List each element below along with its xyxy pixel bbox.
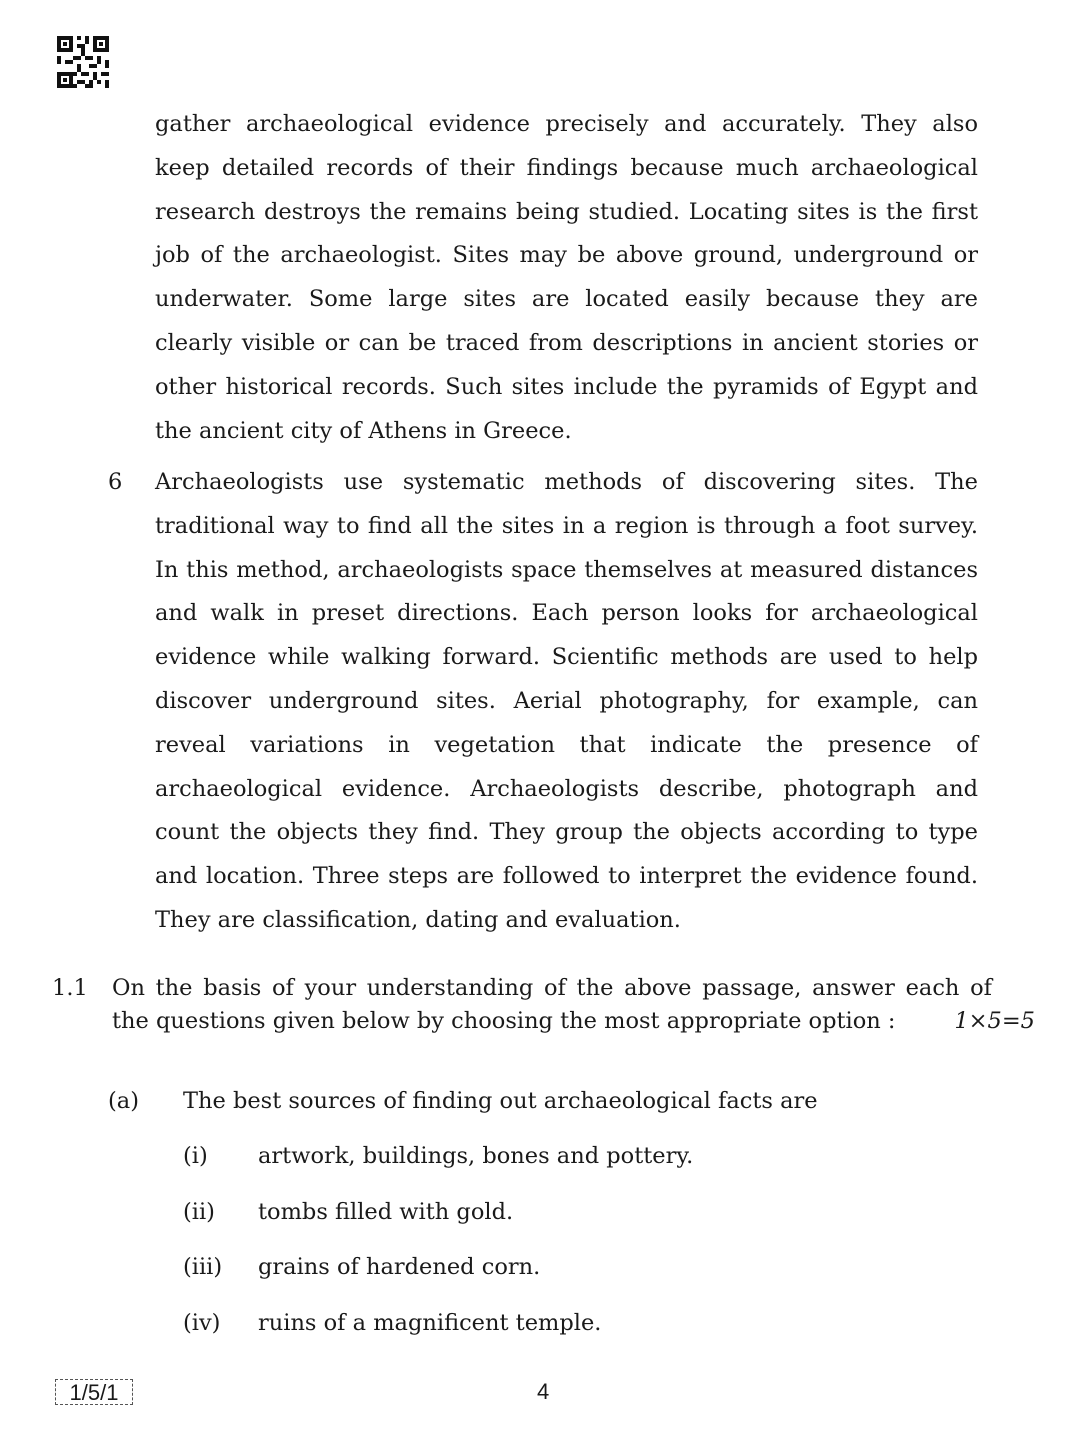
paragraph-number: 6: [108, 469, 123, 495]
sub-question-text: The best sources of finding out archaeological facts are: [183, 1088, 818, 1114]
question-instruction: [112, 972, 992, 1038]
option-text: grains of hardened corn.: [258, 1254, 541, 1280]
option-text: artwork, buildings, bones and pottery.: [258, 1143, 694, 1169]
passage-paragraph-6: Archaeologists use systematic methods of discovering sites. The traditional way to find all the sites in a region is through a foot survey. In this method, archaeologists space themselves at measured distances and walk in preset directions. Each person looks for archaeological evidence while walking forward. Scientific methods are used to help discover underground sites. Aerial photography, for example, can reveal variations in vegetation that indicate the presence of archaeological evidence. Archaeologists describe, photograph and count the objects they find. They group the objects according to type and location. Three steps are followed to interpret the evidence found. They are classification, dating and evaluation.: [155, 469, 978, 933]
marks-label: 1×5=5: [954, 1008, 1035, 1034]
passage-paragraph-continuation: gather archaeological evidence precisely and accurately. They also keep detailed records of their findings because much archaeological research destroys the remains being studied. Locating sites is the first job of the archaeologist. Sites may be above ground, underground or underwater. Some large sites are located easily because they are clearly visible or can be traced from descriptions in ancient stories or other historical records. Such sites include the pyramids of Egypt and the ancient city of Athens in Greece.: [155, 111, 978, 444]
question-number: 1.1: [52, 975, 88, 1001]
sub-question-label: (a): [108, 1088, 139, 1114]
question-text: On the basis of your understanding of the above passage, answer each of the questions given below by choosing the most appropriate option :: [112, 975, 992, 1034]
option-label: (iii): [183, 1254, 223, 1280]
option-text: ruins of a magnificent temple.: [258, 1310, 602, 1336]
paper-code-box: 1/5/1: [55, 1379, 133, 1405]
page-number: 4: [537, 1379, 550, 1404]
option-label: (iv): [183, 1310, 221, 1336]
qr-code-icon: [57, 36, 109, 88]
option-label: (ii): [183, 1199, 215, 1225]
option-text: tombs filled with gold.: [258, 1199, 514, 1225]
option-label: (i): [183, 1143, 208, 1169]
